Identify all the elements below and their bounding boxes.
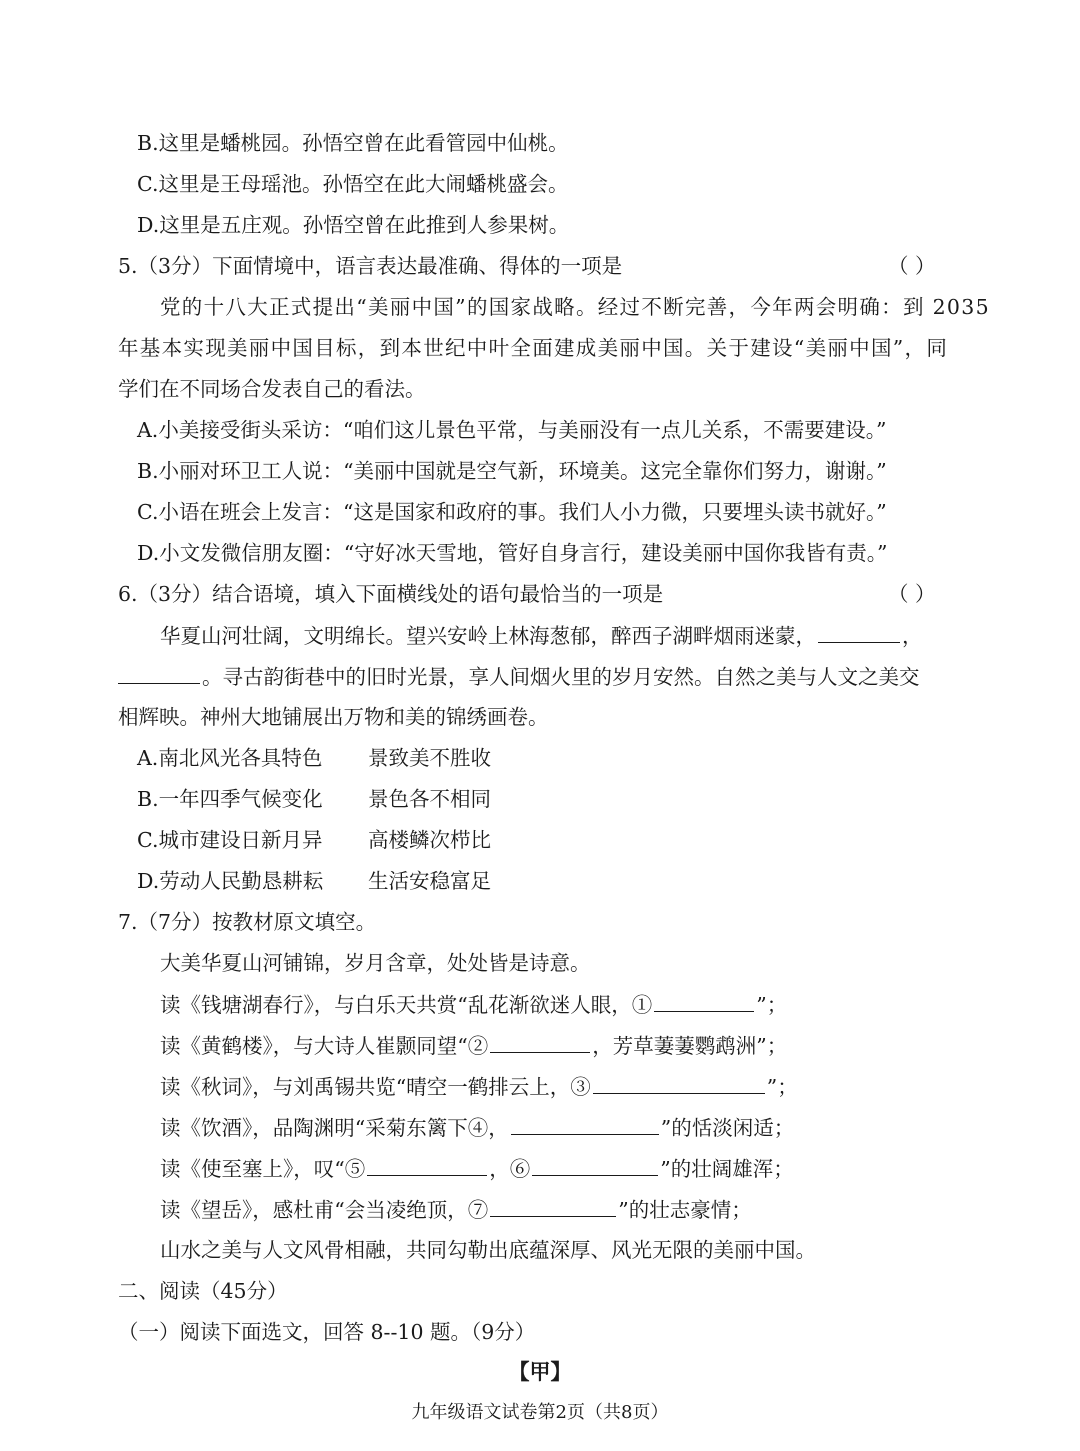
q7-blank-7[interactable]	[490, 1194, 616, 1217]
q4-option-c: C.这里是王母瑶池。孙悟空在此大闹蟠桃盛会。	[137, 172, 569, 196]
q5-option-b: B.小丽对环卫工人说：“美丽中国就是空气新，环境美。这完全靠你们努力，谢谢。”	[137, 459, 887, 483]
q6-option-d-second: 生活安稳富足	[368, 869, 491, 893]
q7-blank-1[interactable]	[654, 989, 754, 1012]
q7-line-1-text: 读《钱塘湖春行》，与白乐天共赏“乱花渐欲迷人眼，①	[160, 993, 653, 1017]
passage-jia-heading: 【甲】	[508, 1359, 572, 1384]
q7-line-5	[160, 1153, 794, 1183]
q7-blank-4[interactable]	[511, 1112, 659, 1135]
q4-option-d: D.这里是五庄观。孙悟空曾在此推到人参果树。	[137, 213, 570, 237]
q7-line-2-end: ，芳草萋萋鹦鹉洲”；	[592, 1034, 788, 1058]
q7-line-4-end: ”的恬淡闲适；	[660, 1116, 795, 1140]
q7-line-3-text: 读《秋词》，与刘禹锡共览“晴空一鹤排云上，③	[160, 1075, 591, 1099]
q7-outro: 山水之美与人文风骨相融，共同勾勒出底蕴深厚、风光无限的美丽中国。	[160, 1238, 816, 1262]
q7-line-3	[160, 1071, 798, 1101]
section-2-subtitle: （一）阅读下面选文，回答 8--10 题。（9分）	[118, 1320, 536, 1344]
q6-context-line1-end: ，	[902, 624, 923, 648]
q7-blank-6[interactable]	[532, 1153, 658, 1176]
q5-stem: 5.（3分）下面情境中，语言表达最准确、得体的一项是	[118, 254, 623, 278]
q6-context-line1-text: 华夏山河壮阔，文明绵长。望兴安岭上林海葱郁，醉西子湖畔烟雨迷蒙，	[160, 624, 816, 648]
q5-context-line2: 年基本实现美丽中国目标，到本世纪中叶全面建成美丽中国。关于建设“美丽中国”，同	[118, 336, 949, 360]
q6-option-c-second: 高楼鳞次栉比	[368, 828, 491, 852]
page-footer: 九年级语文试卷第2页（共8页）	[411, 1402, 669, 1423]
q6-option-b-second: 景色各不相同	[368, 787, 491, 811]
q5-context-line3: 学们在不同场合发表自己的看法。	[118, 377, 426, 401]
q7-line-6-end: ”的壮志豪情；	[618, 1198, 752, 1222]
q5-context-line1: 党的十八大正式提出“美丽中国”的国家战略。经过不断完善，今年两会明确：到 2035	[160, 295, 990, 319]
q6-context-line2	[118, 661, 920, 691]
q6-option-d: D.劳动人民勤恳耕耘	[137, 869, 324, 893]
q7-stem: 7.（7分）按教材原文填空。	[118, 910, 377, 934]
q5-option-c: C.小语在班会上发言：“这是国家和政府的事。我们人小力微，只要埋头读书就好。”	[137, 500, 887, 524]
q7-line-6	[160, 1194, 752, 1224]
q7-line-1-end: ”；	[756, 993, 788, 1017]
q5-option-d: D.小文发微信朋友圈：“守好冰天雪地，管好自身言行，建设美丽中国你我皆有责。”	[137, 541, 888, 565]
q6-stem: 6.（3分）结合语境，填入下面横线处的语句最恰当的一项是	[118, 582, 664, 606]
q6-option-a-second: 景致美不胜收	[368, 746, 491, 770]
q6-context-line2-text: 。寻古韵街巷中的旧时光景，享人间烟火里的岁月安然。自然之美与人文之美交	[202, 665, 920, 689]
q6-context-line3: 相辉映。神州大地铺展出万物和美的锦绣画卷。	[118, 705, 549, 729]
q6-blank-1[interactable]	[818, 620, 900, 643]
q4-option-b: B.这里是蟠桃园。孙悟空曾在此看管园中仙桃。	[137, 131, 569, 155]
q7-line-5-text: 读《使至塞上》，叹“⑤	[160, 1157, 366, 1181]
q7-line-4	[160, 1112, 794, 1142]
q6-blank-2[interactable]	[118, 661, 200, 684]
q7-blank-3[interactable]	[593, 1071, 765, 1094]
q6-option-b: B.一年四季气候变化	[137, 787, 323, 811]
q6-answer-paren: （ ）	[888, 582, 936, 606]
q7-intro: 大美华夏山河铺锦，岁月含章，处处皆是诗意。	[160, 951, 591, 975]
q5-option-a: A.小美接受街头采访：“咱们这儿景色平常，与美丽没有一点儿关系，不需要建设。”	[137, 418, 887, 442]
q6-option-c: C.城市建设日新月异	[137, 828, 323, 852]
q6-context-line1	[160, 620, 923, 650]
q7-line-2-text: 读《黄鹤楼》，与大诗人崔颢同望“②	[160, 1034, 489, 1058]
q7-line-5-end: ”的壮阔雄浑；	[660, 1157, 794, 1181]
q7-line-3-end: ”；	[766, 1075, 798, 1099]
q6-option-a: A.南北风光各具特色	[137, 746, 323, 770]
q7-line-4-text: 读《饮酒》，品陶渊明“采菊东篱下④，	[160, 1116, 509, 1140]
q7-line-2	[160, 1030, 787, 1060]
section-2-title: 二、阅读（45分）	[118, 1279, 288, 1303]
q7-line-5-mid: ，⑥	[489, 1157, 531, 1181]
q7-line-1	[160, 989, 787, 1019]
q7-line-6-text: 读《望岳》，感杜甫“会当凌绝顶，⑦	[160, 1198, 489, 1222]
q5-answer-paren: （ ）	[888, 254, 936, 278]
q7-blank-2[interactable]	[490, 1030, 590, 1053]
q7-blank-5[interactable]	[367, 1153, 487, 1176]
